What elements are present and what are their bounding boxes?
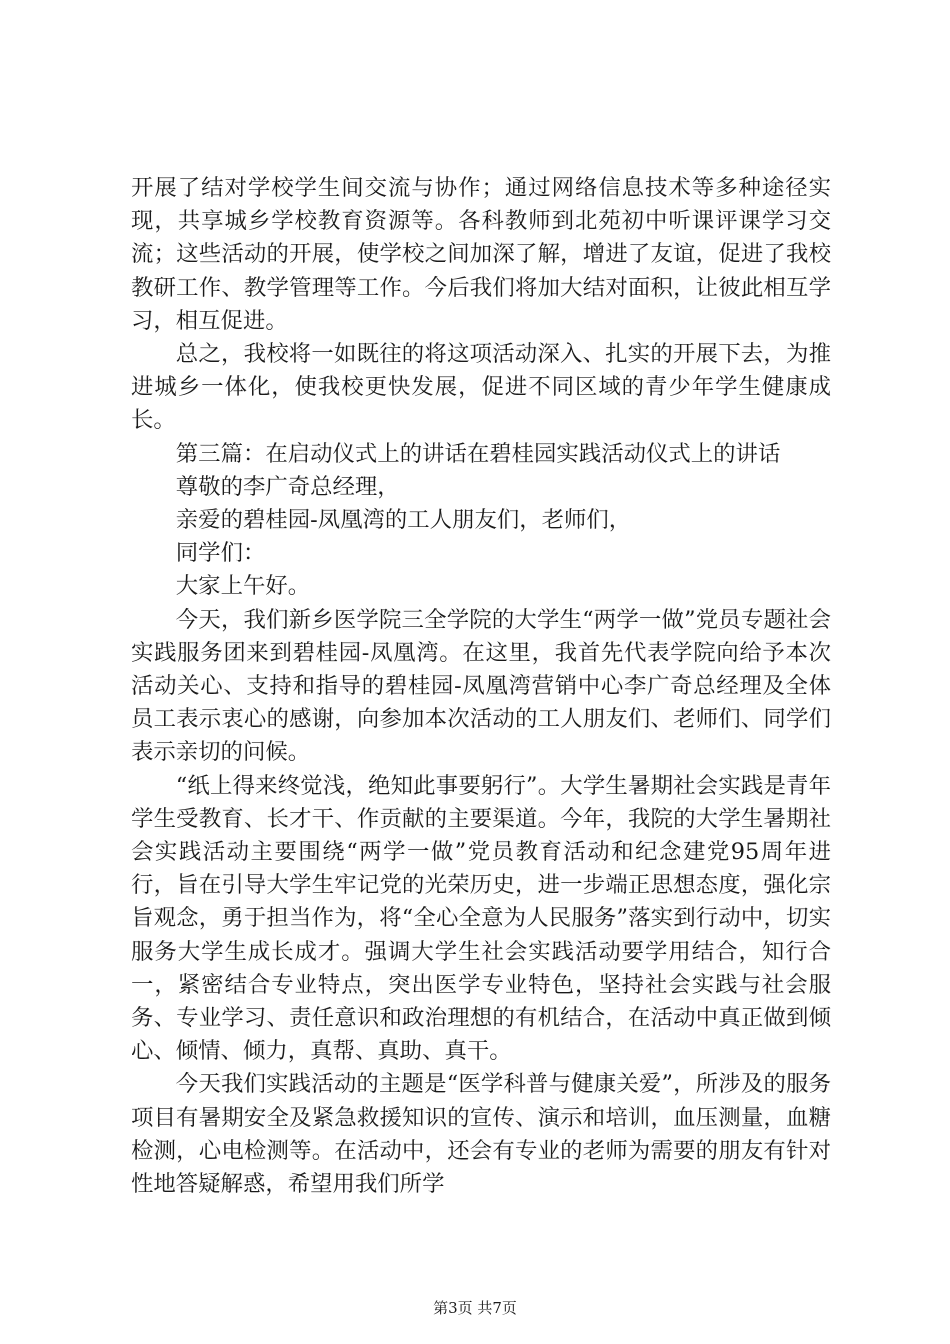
- paragraph-4: “纸上得来终觉浅，绝知此事要躬行”。大学生暑期社会实践是青年学生受教育、长才干、作贡献的主要渠道。今年，我院的大学生暑期社会实践活动主要围绕“两学一做”党员教育活动和纪念建党95周年进行，旨在引导大学生牢记党的光荣历史，进一步端正思想态度，强化宗旨观念，勇于担当作为，将“全心全意为人民服务”落实到行动中，切实服务大学生成长成才。强调大学生社会实践活动要学用结合，知行合一，紧密结合专业特点，突出医学专业特色，坚持社会实践与社会服务、专业学习、责任意识和政治理想的有机结合，在活动中真正做到倾心、倾情、倾力，真帮、真助、真干。: [131, 772, 831, 1065]
- page-footer: 第3页 共7页: [433, 1299, 517, 1317]
- document-body: [131, 172, 831, 1201]
- salutation-3: 同学们：: [175, 540, 266, 567]
- salutation-1: 尊敬的李广奇总经理，: [175, 473, 400, 500]
- greeting: 大家上午好。: [175, 573, 311, 600]
- paragraph-3: 今天，我们新乡医学院三全学院的大学生“两学一做”党员专题社会实践服务团来到碧桂园-凤凰湾。在这里，我首先代表学院向给予本次活动关心、支持和指导的碧桂园-凤凰湾营销中心李广奇总经理及全体员工表示衷心的感谢，向参加本次活动的工人朋友们、老师们、同学们表示亲切的问候。: [131, 606, 831, 766]
- paragraph-1: 开展了结对学校学生间交流与协作；通过网络信息技术等多种途径实现，共享城乡学校教育资源等。各科教师到北苑初中听课评课学习交流；这些活动的开展，使学校之间加深了解，增进了友谊，促进了我校教研工作、教学管理等工作。今后我们将加大结对面积，让彼此相互学习，相互促进。: [131, 175, 831, 334]
- paragraph-2: 总之，我校将一如既往的将这项活动深入、扎实的开展下去，为推进城乡一体化，使我校更快发展，促进不同区域的青少年学生健康成长。: [131, 341, 831, 434]
- salutation-2: 亲爱的碧桂园-凤凰湾的工人朋友们，老师们，: [175, 507, 632, 534]
- paragraph-5: 今天我们实践活动的主题是“医学科普与健康关爱”，所涉及的服务项目有暑期安全及紧急救援知识的宣传、演示和培训，血压测量，血糖检测，心电检测等。在活动中，还会有专业的老师为需要的朋友有针对性地答疑解惑，希望用我们所学: [131, 1071, 831, 1198]
- section-heading: 第三篇：在启动仪式上的讲话在碧桂园实践活动仪式上的讲话: [175, 440, 781, 467]
